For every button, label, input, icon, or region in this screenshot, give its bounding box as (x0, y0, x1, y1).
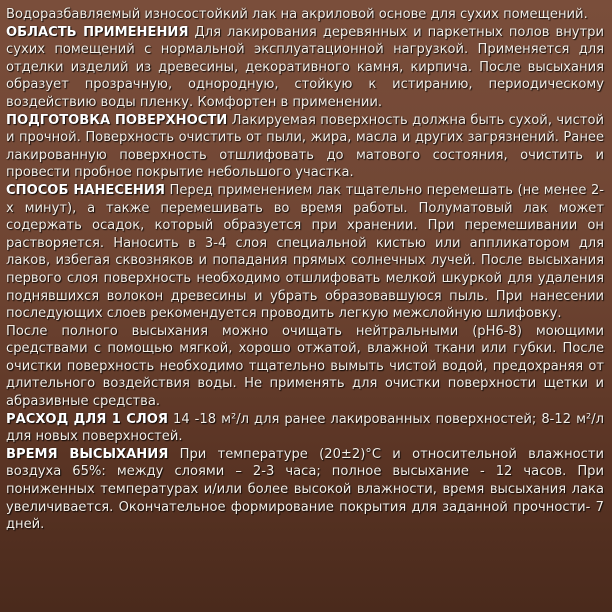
section-text-surface-preparation: Лакируемая поверхность должна быть сухой, чистой и прочной. Поверхность очистить от пыли, жира, масла и других загрязнений. Ранее лакированную поверхность отшлифовать до матового состояния, очистить и провести пробное покрытие небольшого участка. (6, 112, 604, 181)
section-consumption (6, 411, 604, 446)
section-text-drying-time: При температуре (20±2)°С и относительной влажности воздуха 65%: между слоями – 2-3 часа; полное высыхание - 12 часов. При пониженных температурах и/или более высокой влажности, время высыхания лака увеличивается. Окончательное формирование покрытия для заданной прочности- 7 дней. (6, 446, 604, 533)
section-text-consumption: 14 -18 м²/л для ранее лакированных поверхностей; 8-12 м²/л для новых поверхностей. (6, 411, 604, 445)
section-heading-consumption: РАСХОД ДЛЯ 1 СЛОЯ (6, 411, 168, 427)
section-application-method (6, 182, 604, 323)
section-application (6, 24, 604, 112)
section-heading-application: ОБЛАСТЬ ПРИМЕНЕНИЯ (6, 24, 189, 40)
section-heading-drying-time: ВРЕМЯ ВЫСЫХАНИЯ (6, 446, 169, 462)
intro-text: Водоразбавляемый износостойкий лак на акриловой основе для сухих помещений. (6, 7, 588, 22)
intro-paragraph (6, 6, 604, 24)
section-drying-time (6, 446, 604, 534)
section-text-cleaning: После полного высыхания можно очищать нейтральными (pH6-8) моющими средствами с помощью мягкой, хорошо отжатой, влажной ткани или губки. После очистки поверхность необходимо тщательно вымыть чистой водой, предохраняя от длительного воздействия воды. Не применять для очистки поверхности щетки и абразивные средства. (6, 323, 604, 410)
section-text-application-method: Перед применением лак тщательно перемешать (не менее 2-х минут), а также перемешивать во время работы. Полуматовый лак может содержать осадок, который образуется при хранении. При перемешивании он растворяется. Наносить в 3-4 слоя специальной кистью или аппликатором для лаков, избегая сквозняков и попадания прямых солнечных лучей. После высыхания первого слоя поверхность необходимо отшлифовать мелкой шкуркой для удаления поднявшихся волокон древесины и убрать образовавшуюся пыль. При нанесении последующих слоев рекомендуется проводить легкую межслойную шлифовку. (6, 182, 604, 322)
section-heading-application-method: СПОСОБ НАНЕСЕНИЯ (6, 182, 165, 198)
section-text-application: Для лакирования деревянных и паркетных полов внутри сухих помещений с нормальной эксплуатационной нагрузкой. Применяется для отделки изделий из древесины, декоративного камня, кирпича. После высыхания образует прозрачную, однородную, стойкую к истиранию, периодическому воздействию воды пленку. Комфортен в применении. (6, 24, 604, 110)
section-cleaning (6, 323, 604, 411)
section-heading-surface-preparation: ПОДГОТОВКА ПОВЕРХНОСТИ (6, 112, 228, 128)
section-surface-preparation (6, 112, 604, 182)
